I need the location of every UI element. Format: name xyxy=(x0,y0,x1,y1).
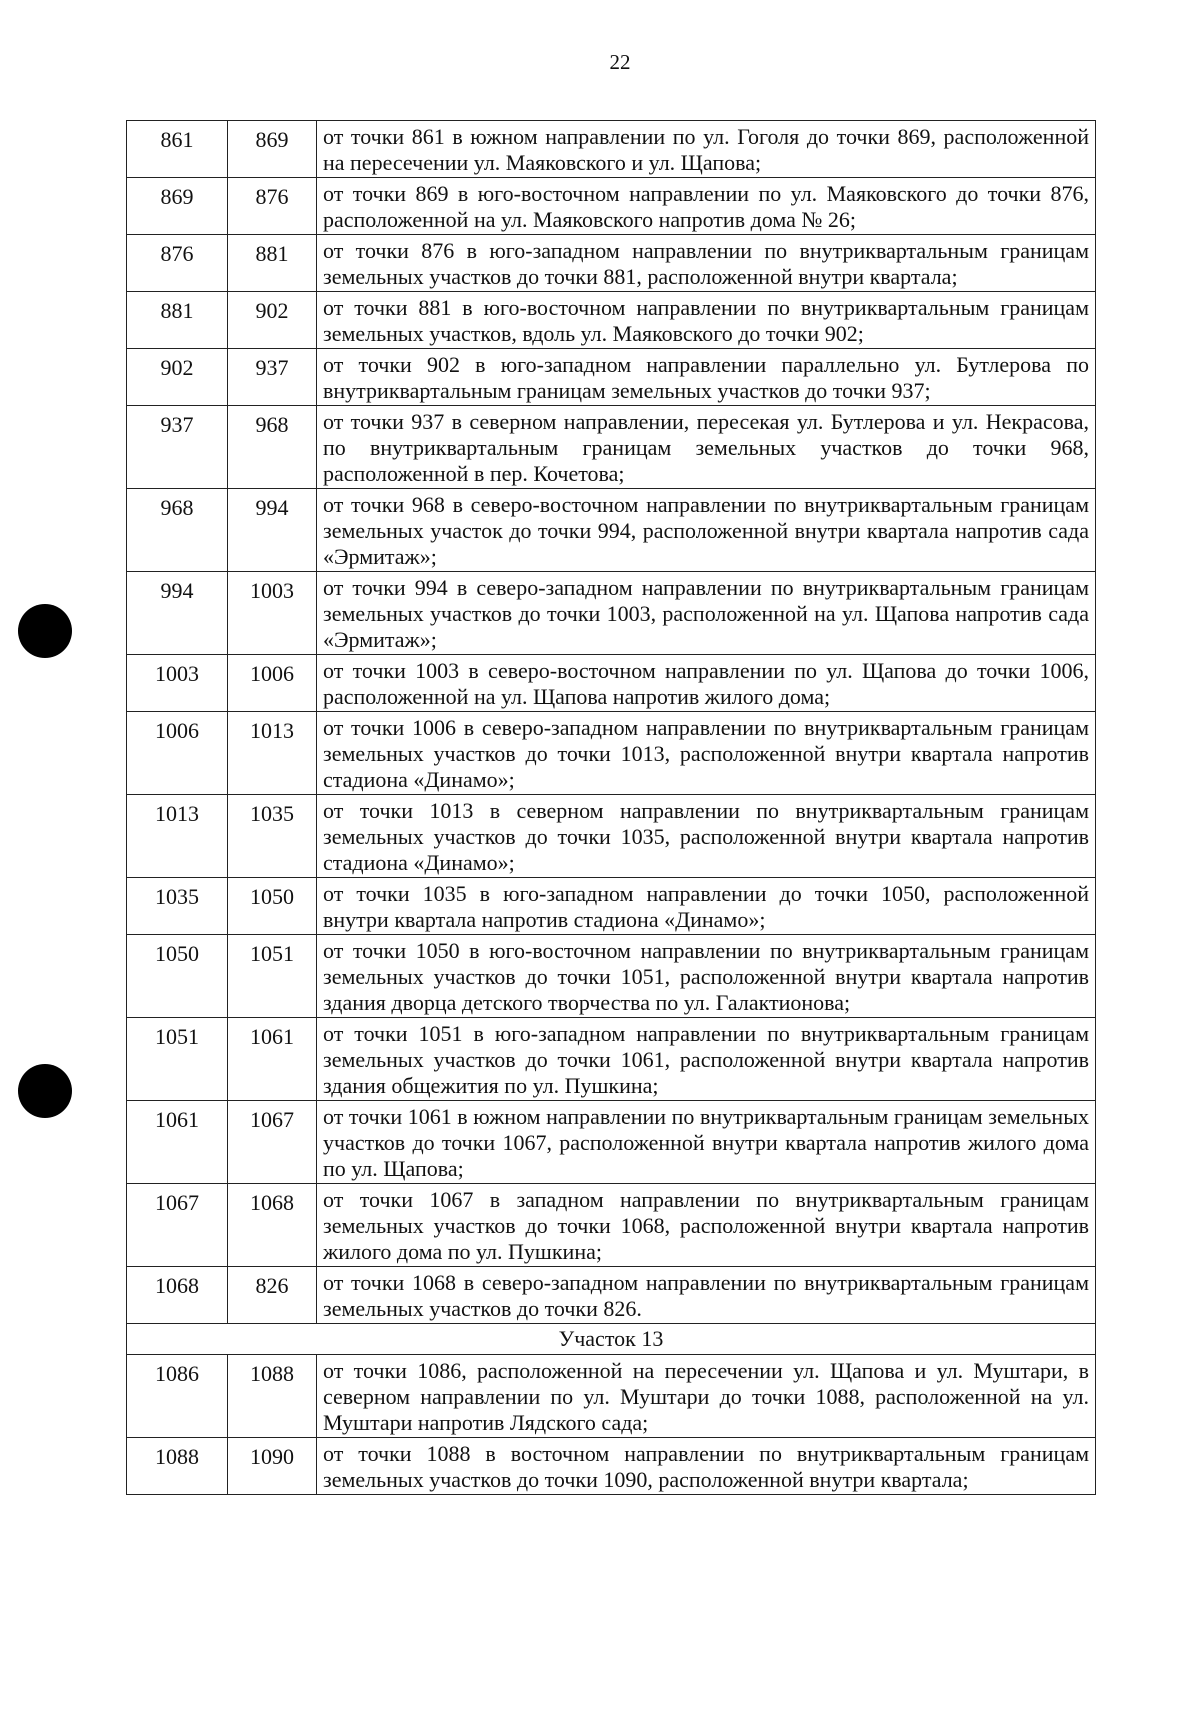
segment-description: от точки 869 в юго-восточном направлении по ул. Маяковского до точки 876, расположенной на ул. Маяковского напротив дома № 26; xyxy=(317,178,1096,235)
point-from: 1035 xyxy=(127,878,228,935)
point-from: 869 xyxy=(127,178,228,235)
segment-description: от точки 994 в северо-западном направлении по внутриквартальным границам земельных участков до точки 1003, расположенной на ул. Щапова напротив сада «Эрмитаж»; xyxy=(317,572,1096,655)
point-to: 1035 xyxy=(228,795,317,878)
table-row xyxy=(127,178,1096,235)
point-to: 1090 xyxy=(228,1438,317,1495)
table-row xyxy=(127,349,1096,406)
point-to: 902 xyxy=(228,292,317,349)
point-from: 1013 xyxy=(127,795,228,878)
table-row xyxy=(127,292,1096,349)
table-row xyxy=(127,235,1096,292)
table-row xyxy=(127,795,1096,878)
segment-description: от точки 1035 в юго-западном направлении до точки 1050, расположенной внутри квартала напротив стадиона «Динамо»; xyxy=(317,878,1096,935)
point-to: 968 xyxy=(228,406,317,489)
point-to: 1067 xyxy=(228,1101,317,1184)
segment-description: от точки 1088 в восточном направлении по внутриквартальным границам земельных участков до точки 1090, расположенной внутри квартала; xyxy=(317,1438,1096,1495)
point-to: 1013 xyxy=(228,712,317,795)
page-number: 22 xyxy=(609,50,631,74)
point-to: 1061 xyxy=(228,1018,317,1101)
point-from: 1006 xyxy=(127,712,228,795)
segment-description: от точки 1051 в юго-западном направлении по внутриквартальным границам земельных участков до точки 1061, расположенной внутри квартала напротив здания общежития по ул. Пушкина; xyxy=(317,1018,1096,1101)
segment-description: от точки 1086, расположенной на пересечении ул. Щапова и ул. Муштари, в северном направлении по ул. Муштари до точки 1088, расположенной на ул. Муштари напротив Лядского сада; xyxy=(317,1355,1096,1438)
segment-description: от точки 1003 в северо-восточном направлении по ул. Щапова до точки 1006, расположенной на ул. Щапова напротив жилого дома; xyxy=(317,655,1096,712)
table-row xyxy=(127,1101,1096,1184)
segment-description: от точки 1068 в северо-западном направлении по внутриквартальным границам земельных участков до точки 826. xyxy=(317,1267,1096,1324)
boundary-table xyxy=(126,120,1096,1495)
point-to: 1051 xyxy=(228,935,317,1018)
table-row xyxy=(127,121,1096,178)
point-to: 826 xyxy=(228,1267,317,1324)
point-to: 1050 xyxy=(228,878,317,935)
point-to: 1003 xyxy=(228,572,317,655)
point-from: 1067 xyxy=(127,1184,228,1267)
point-from: 861 xyxy=(127,121,228,178)
point-from: 994 xyxy=(127,572,228,655)
punch-hole-lower xyxy=(18,1064,72,1118)
table-row xyxy=(127,1267,1096,1324)
segment-description: от точки 968 в северо-восточном направлении по внутриквартальным границам земельных участок до точки 994, расположенной внутри квартала напротив сада «Эрмитаж»; xyxy=(317,489,1096,572)
segment-description: от точки 1006 в северо-западном направлении по внутриквартальным границам земельных участков до точки 1013, расположенной внутри квартала напротив стадиона «Динамо»; xyxy=(317,712,1096,795)
table-row xyxy=(127,572,1096,655)
point-to: 937 xyxy=(228,349,317,406)
point-to: 994 xyxy=(228,489,317,572)
segment-description: от точки 902 в юго-западном направлении параллельно ул. Бутлерова по внутриквартальным границам земельных участков до точки 937; xyxy=(317,349,1096,406)
point-from: 1088 xyxy=(127,1438,228,1495)
table-row xyxy=(127,1438,1096,1495)
segment-description: от точки 1061 в южном направлении по внутриквартальным границам земельных участков до точки 1067, расположенной внутри квартала напротив жилого дома по ул. Щапова; xyxy=(317,1101,1096,1184)
point-from: 1050 xyxy=(127,935,228,1018)
point-from: 1051 xyxy=(127,1018,228,1101)
point-from: 1003 xyxy=(127,655,228,712)
point-from: 1068 xyxy=(127,1267,228,1324)
point-to: 881 xyxy=(228,235,317,292)
segment-description: от точки 1013 в северном направлении по внутриквартальным границам земельных участков до точки 1035, расположенной внутри квартала напротив стадиона «Динамо»; xyxy=(317,795,1096,878)
table-row xyxy=(127,655,1096,712)
point-from: 1086 xyxy=(127,1355,228,1438)
table-row xyxy=(127,489,1096,572)
table-row xyxy=(127,406,1096,489)
section-title: Участок 13 xyxy=(127,1324,1096,1355)
point-from: 881 xyxy=(127,292,228,349)
point-from: 1061 xyxy=(127,1101,228,1184)
punch-hole-upper xyxy=(18,604,72,658)
segment-description: от точки 937 в северном направлении, пересекая ул. Бутлерова и ул. Некрасова, по внутриквартальным границам земельных участков до точки 968, расположенной в пер. Кочетова; xyxy=(317,406,1096,489)
section-header-row xyxy=(127,1324,1096,1355)
table-row xyxy=(127,935,1096,1018)
table-row xyxy=(127,878,1096,935)
point-from: 937 xyxy=(127,406,228,489)
segment-description: от точки 876 в юго-западном направлении по внутриквартальным границам земельных участков до точки 881, расположенной внутри квартала; xyxy=(317,235,1096,292)
point-from: 876 xyxy=(127,235,228,292)
point-from: 968 xyxy=(127,489,228,572)
point-to: 1088 xyxy=(228,1355,317,1438)
table-row xyxy=(127,1184,1096,1267)
segment-description: от точки 1067 в западном направлении по внутриквартальным границам земельных участков до точки 1068, расположенной внутри квартала напротив жилого дома по ул. Пушкина; xyxy=(317,1184,1096,1267)
point-to: 876 xyxy=(228,178,317,235)
table-row xyxy=(127,712,1096,795)
table-row xyxy=(127,1355,1096,1438)
point-to: 1006 xyxy=(228,655,317,712)
point-to: 869 xyxy=(228,121,317,178)
segment-description: от точки 861 в южном направлении по ул. Гоголя до точки 869, расположенной на пересечении ул. Маяковского и ул. Щапова; xyxy=(317,121,1096,178)
segment-description: от точки 1050 в юго-восточном направлении по внутриквартальным границам земельных участков до точки 1051, расположенной внутри квартала напротив здания дворца детского творчества по ул. Галактионова; xyxy=(317,935,1096,1018)
point-from: 902 xyxy=(127,349,228,406)
table-row xyxy=(127,1018,1096,1101)
point-to: 1068 xyxy=(228,1184,317,1267)
segment-description: от точки 881 в юго-восточном направлении по внутриквартальным границам земельных участков, вдоль ул. Маяковского до точки 902; xyxy=(317,292,1096,349)
